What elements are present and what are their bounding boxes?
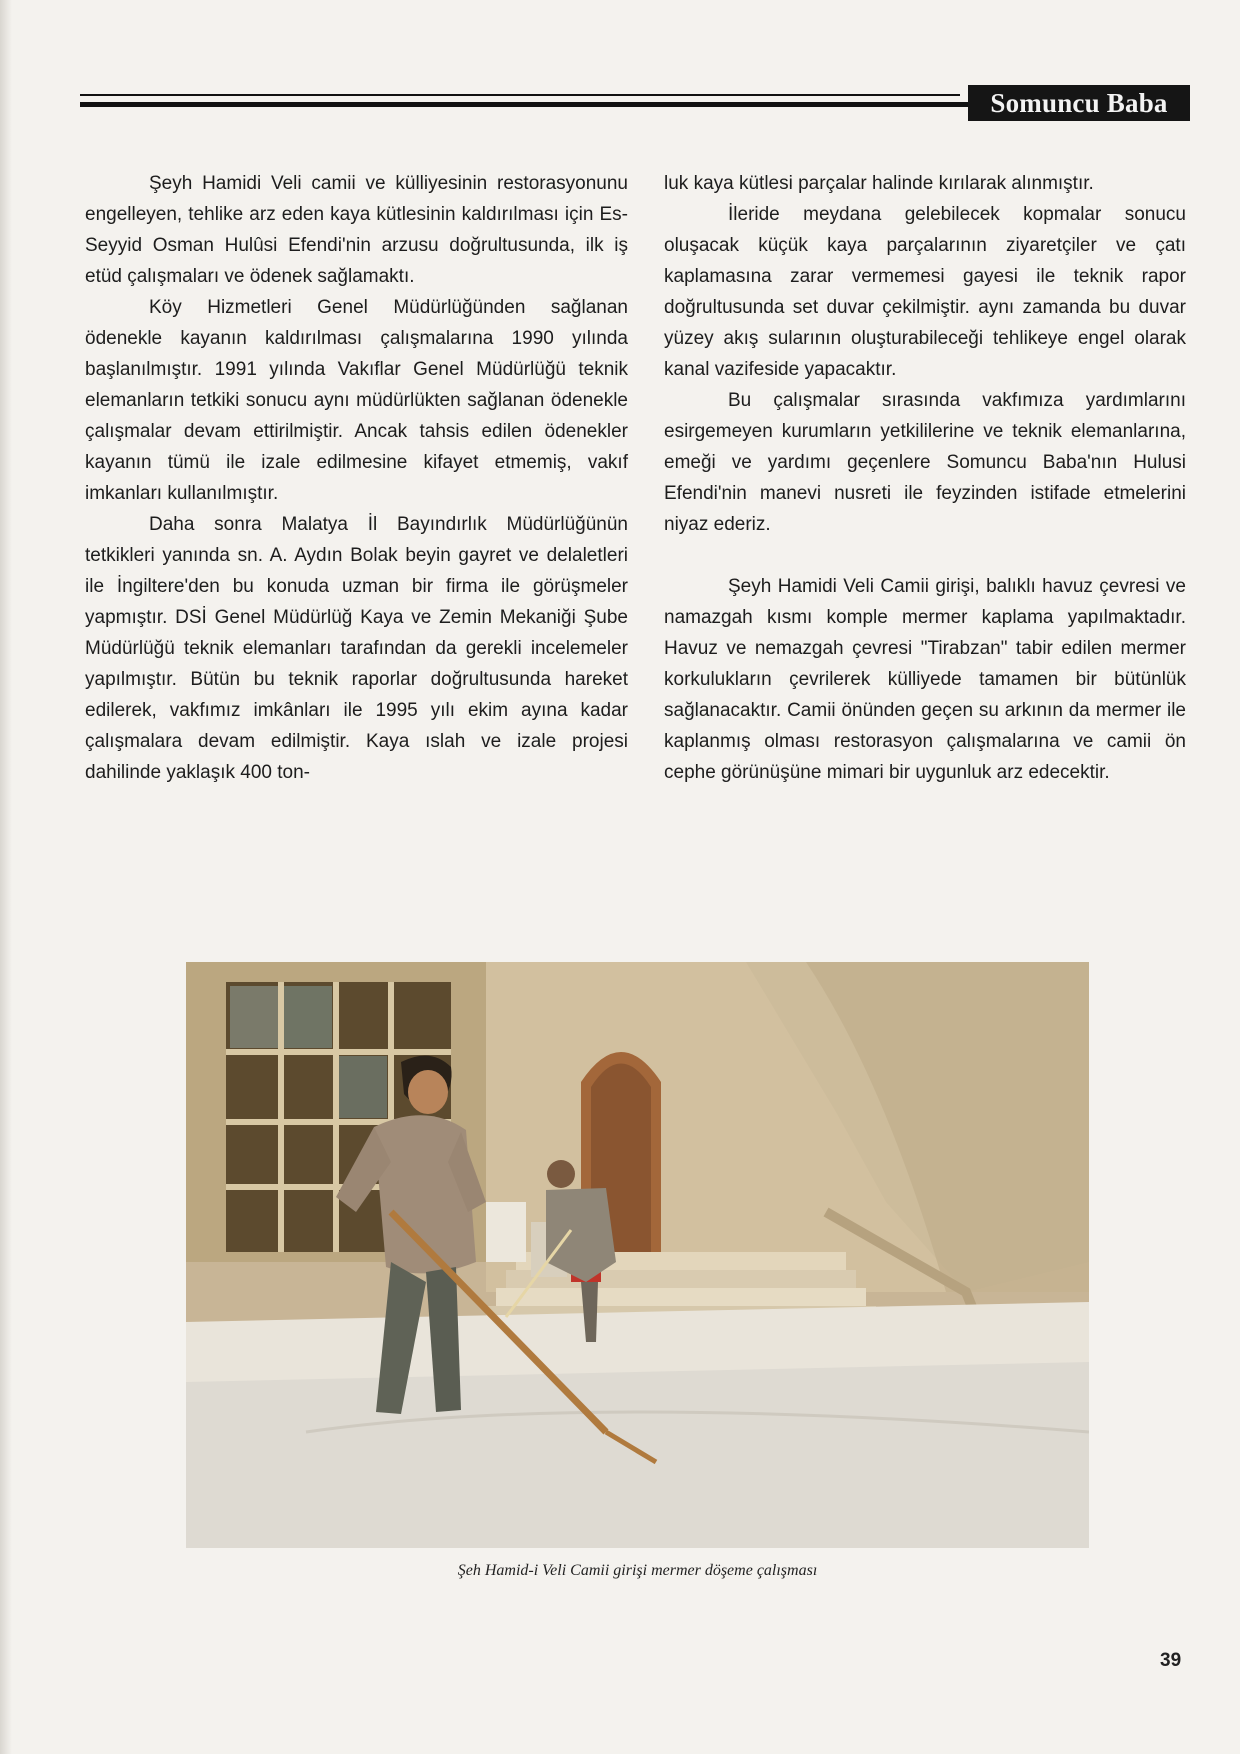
paragraph: Daha sonra Malatya İl Bayındırlık Müdürlüğünün tetkikleri yanında sn. A. Aydın Bolak beyin gayret ve delaletleri ile İngiltere'den bu konuda uzman bir firma ile görüşmeler yapmıştır. DSİ Genel Müdürlüğ Kaya ve Zemin Mekaniği Şube Müdürlüğü teknik elemanları tarafından da gerekli incelemeler yapılmıştır. Bütün bu teknik raporlar doğrultusunda hareket edilerek, vakfımız imkânları ile 1995 yılı ekim ayına kadar çalışmalara devam edilmiştir. Kaya ıslah ve izale projesi dahilinde yaklaşık 400 ton-: [85, 514, 628, 783]
paragraph: luk kaya kütlesi parçalar halinde kırılarak alınmıştır.: [664, 173, 1094, 194]
paragraph: Şeyh Hamidi Veli camii ve külliyesinin restorasyonunu engelleyen, tehlike arz eden kaya kütlesinin kaldırılması için Es-Seyyid Osman Hulûsi Efendi'nin arzusu doğrultusunda, ilk iş etüd çalışmaları ve ödenek sağlamaktı.: [85, 173, 628, 287]
photo-caption: Şeh Hamid-i Veli Camii girişi mermer döşeme çalışması: [457, 1562, 818, 1579]
paragraph: Bu çalışmalar sırasında vakfımıza yardımlarını esirgemeyen kurumların yetkililerine ve teknik elemanlarına, emeği ve yardımı geçenlere Somuncu Baba'nın Hulusi Efendi'nin manevi nusreti ile feyzinden istifade etmelerini niyaz ederiz.: [664, 390, 1186, 535]
page-number: 39: [1160, 1650, 1182, 1671]
photo-marble-flooring-work: [186, 962, 1089, 1548]
header-rule-thin: [80, 94, 960, 96]
right-text-column: [664, 168, 1186, 788]
page-edge-shadow: [0, 0, 12, 1754]
header-title-box: [968, 85, 1190, 121]
paragraph: Köy Hizmetleri Genel Müdürlüğünden sağlanan ödenekle kayanın kaldırılması çalışmalarına 1990 yılında başlanılmıştır. 1991 yılında Vakıflar Genel Müdürlüğü teknik elemanların tetkiki sonucu aynı müdürlükten sağlanan ödenekle çalışmalar devam ettirilmiştir. Ancak tahsis edilen ödenekler kayanın tümü ile izale edilmesine kifayet etmemiş, vakıf imkanları kullanılmıştır.: [85, 297, 628, 504]
paragraph: İleride meydana gelebilecek kopmalar sonucu oluşacak küçük kaya parçalarının ziyaretçiler ve çatı kaplamasına zarar vermemesi gayesi ile teknik rapor doğrultusunda set duvar çekilmiştir. aynı zamanda bu duvar yüzey akış sularının oluşturabileceği tehlikeye engel olarak kanal vazifeside yapacaktır.: [664, 204, 1186, 380]
header-rule: [80, 102, 1065, 107]
left-text-column: [85, 168, 628, 788]
paragraph: Şeyh Hamidi Veli Camii girişi, balıklı havuz çevresi ve namazgah kısmı komple mermer kaplama yapılmaktadır. Havuz ve nemazgah çevresi "Tirabzan" tabir edilen mermer korkulukların çevrilerek külliyede tamamen bir bütünlük sağlanacaktır. Camii önünden geçen su arkının da mermer ile kaplanmış olması restorasyon çalışmalarına ve camii ön cephe görünüşüne mimari bir uygunluk arz edecektir.: [664, 576, 1186, 783]
header-title: Somuncu Baba: [990, 87, 1168, 118]
